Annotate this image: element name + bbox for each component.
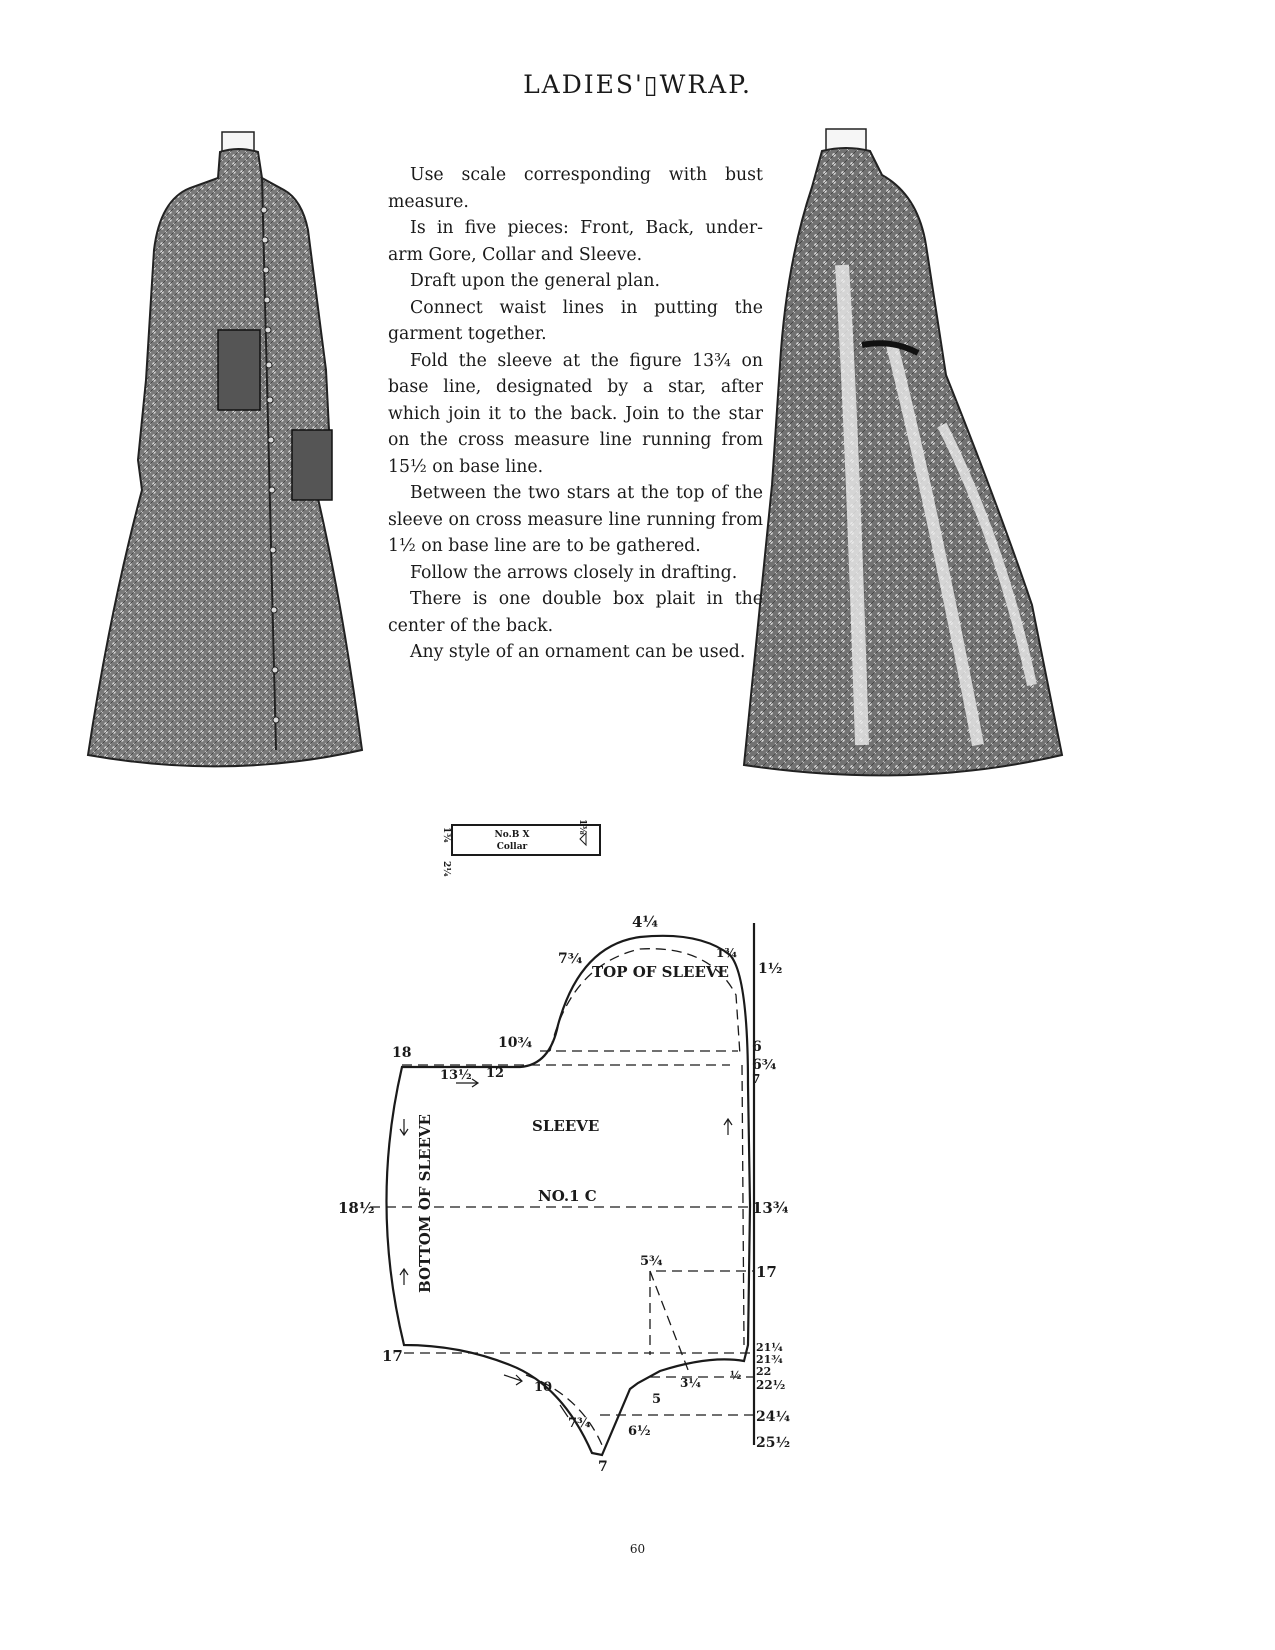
instructions-text — [388, 162, 763, 666]
instruction-paragraph: Any style of an ornament can be used. — [410, 642, 746, 662]
mark-1-2: ½ — [730, 1369, 742, 1382]
mark-10-3-4: 10¾ — [498, 1035, 533, 1051]
instruction-paragraph: Connect waist lines in putting the garment together. — [388, 297, 763, 344]
sleeve-piece-number: NO.1 C — [538, 1187, 597, 1205]
mark-7: 7 — [752, 1072, 761, 1086]
mark-21-1-4: 21¼ — [756, 1341, 783, 1354]
instruction-paragraph: There is one double box plait in the center of the back. — [388, 589, 763, 636]
mark-5: 5 — [652, 1392, 662, 1407]
mark-17-left: 17 — [382, 1347, 403, 1365]
instruction-paragraph: Use scale corresponding with bust measure. — [388, 165, 763, 212]
collar-label-line1: No.B X — [494, 830, 530, 840]
mark-22-1-2: 22½ — [756, 1378, 786, 1392]
page-title: LADIES'▯WRAP. — [523, 70, 752, 99]
front-view-illustration — [80, 130, 370, 780]
instruction-paragraph: Draft upon the general plan. — [410, 271, 661, 291]
collar-label-line2: Collar — [496, 842, 528, 852]
top-of-sleeve-label: TOP OF SLEEVE — [592, 963, 729, 981]
mark-10: 10 — [534, 1380, 553, 1395]
mark-7-bottom: 7 — [598, 1459, 608, 1475]
mark-6: 6 — [752, 1039, 762, 1055]
mark-7-3-4-bottom: 7¾ — [568, 1416, 591, 1431]
bottom-of-sleeve-label: BOTTOM OF SLEEVE — [416, 1114, 434, 1293]
instruction-paragraph: Between the two stars at the top of the sleeve on cross measure line running from 1½ on base line are to be gathered. — [388, 483, 763, 556]
collar-left-bottom-mark: 2¼ — [441, 861, 451, 877]
mark-18-1-2: 18½ — [338, 1199, 375, 1217]
page-number: 60 — [629, 1542, 646, 1556]
mark-18: 18 — [392, 1045, 412, 1061]
mark-6-3-4: 6¾ — [752, 1057, 777, 1073]
instruction-paragraph: Follow the arrows closely in drafting. — [410, 562, 738, 583]
mark-4-1-4: 4¼ — [632, 913, 659, 931]
collar-right-top-mark: 1⅜ — [577, 819, 587, 835]
mark-25-1-2: 25½ — [756, 1435, 791, 1451]
mark-7-3-4: 7¾ — [558, 951, 583, 967]
instruction-paragraph: Is in five pieces: Front, Back, under-arm Gore, Collar and Sleeve. — [388, 218, 763, 265]
sleeve-title: SLEEVE — [532, 1117, 600, 1135]
mark-5-3-4: 5¾ — [640, 1254, 663, 1269]
back-view-illustration — [742, 125, 1067, 785]
mark-13-3-4: 13¾ — [752, 1199, 789, 1217]
sleeve-pattern — [330, 905, 810, 1485]
mark-24-1-4: 24¼ — [756, 1409, 791, 1425]
collar-left-top-mark: 1¾ — [441, 827, 451, 843]
instruction-paragraph: Fold the sleeve at the figure 13¾ on base line, designated by a star, after which join it to the back. Join to the star on the cross measure line running from 15½ on base line. — [388, 350, 763, 477]
collar-pattern — [440, 815, 610, 895]
mark-1-3-4: 1¾ — [716, 946, 737, 960]
mark-1-1-2: 1½ — [758, 961, 783, 977]
mark-17-right: 17 — [756, 1263, 777, 1281]
mark-13-1-2: 13½ — [440, 1068, 472, 1083]
mark-21-3-4: 21¾ — [756, 1353, 783, 1366]
mark-22: 22 — [756, 1365, 772, 1378]
mark-3-1-4: 3¼ — [680, 1376, 701, 1390]
mark-6-1-2: 6½ — [628, 1424, 651, 1439]
mark-12: 12 — [486, 1066, 505, 1081]
